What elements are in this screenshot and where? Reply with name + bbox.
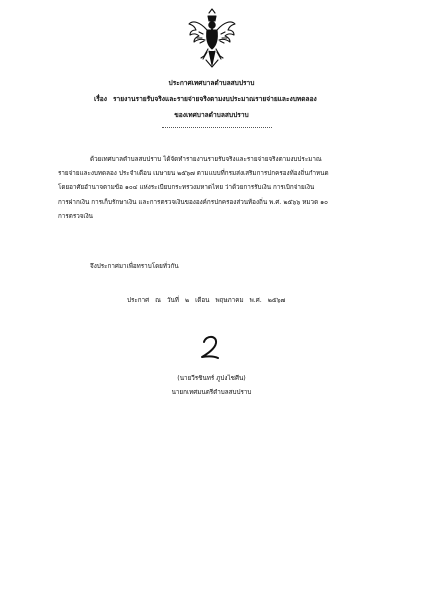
body-line-3: โดยอาศัยอำนาจตามข้อ ๑๐๔ แห่งระเบียบกระทรวงมหาดไทย ว่าด้วยการรับเงิน การเบิกจ่ายเงิน — [58, 184, 315, 191]
body-line-5: การตรวจเงิน — [58, 213, 93, 220]
signatory-name: (นายวีรชินทร์ ภูปงไชศีน) — [177, 375, 246, 382]
month-label: เดือน — [195, 297, 210, 304]
day-value: ๒ — [184, 297, 190, 304]
date-prefix: ประกาศ — [127, 297, 150, 304]
handwritten-signature — [197, 333, 221, 361]
announcement-title: ประกาศเทศบาลตำบลสบปราบ — [168, 79, 255, 87]
date-at: ณ — [155, 297, 161, 304]
subject-organization: ของเทศบาลตำบลสบปราบ — [174, 111, 249, 119]
subject-label: เรื่อง — [94, 95, 107, 103]
body-line-1: ด้วยเทศบาลตำบลสบปราบ ได้จัดทำรายงานรายรับจริงและรายจ่ายจริงตามงบประมาณ — [90, 156, 322, 163]
garuda-emblem-icon — [187, 8, 237, 68]
body-line-2: รายจ่ายและงบทดลอง ประจำเดือน เมษายน ๒๕๖๗ ตามแบบที่กรมส่งเสริมการปกครองท้องถิ่นกำหนด — [58, 170, 329, 177]
announcement-date — [127, 296, 291, 305]
signatory-position: นายกเทศมนตรีตำบลสบปราบ — [171, 389, 252, 396]
year-label: พ.ศ. — [249, 297, 262, 304]
day-label: วันที่ — [166, 297, 179, 304]
year-value: ๒๕๖๗ — [267, 297, 286, 304]
subject-text: รายงานรายรับจริงและรายจ่ายจริงตามงบประมาณรายจ่ายและงบทดลอง — [112, 95, 317, 103]
month-value: พฤษภาคม — [215, 297, 244, 304]
subject-line — [94, 95, 317, 104]
notice-line: จึงประกาศมาเพื่อทราบโดยทั่วกัน — [90, 263, 179, 270]
body-line-4: การฝากเงิน การเก็บรักษาเงิน และการตรวจเงินขององค์กรปกครองส่วนท้องถิ่น พ.ศ. ๒๕๖๖ หมวด ๑๐ — [58, 199, 328, 206]
title-divider — [162, 127, 272, 128]
